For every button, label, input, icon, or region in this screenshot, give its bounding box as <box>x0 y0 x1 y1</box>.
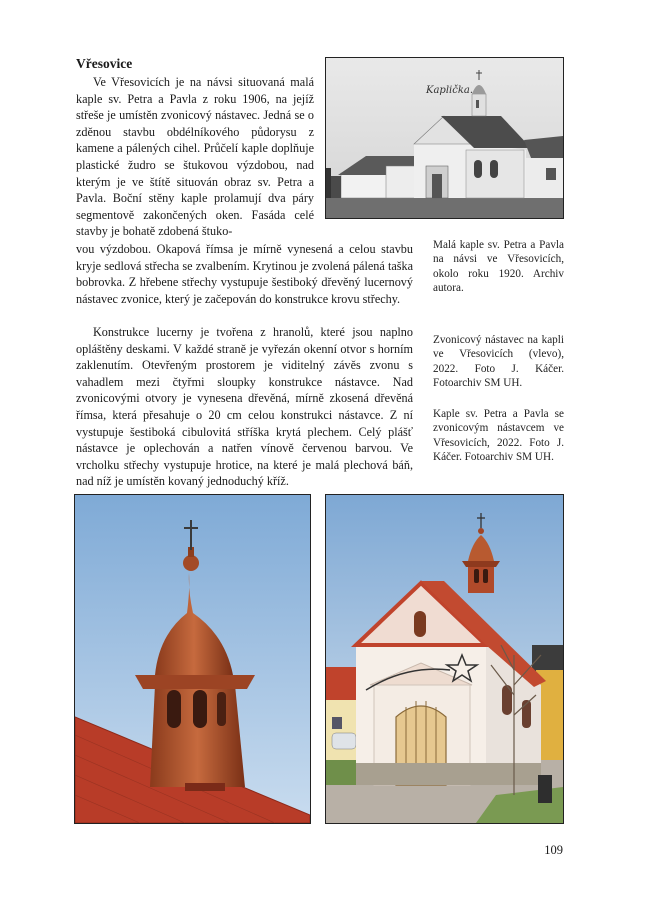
paragraph-1-start: Ve Vřesovicích je na návsi situovaná malá kaple sv. Petra a Pavla z roku 1906, na jejíž střeše je umístěn zvonicový nástavec. Jedná se o zděnou stavbu obdélníkového půdorysu z kamene a pálených cihel. Průčelí kaple doplňuje plastické žudro se štukovou výzdobou, nad kterým je ve štítě situován obraz sv. Petra a Pavla. Boční stěny kaple prolamují dva páry segmentově zakončených oken. Fasáda celé stavby je bohatě zdobená štuko- <box>76 75 314 239</box>
caption-bell-tower-photo: Zvonicový nástavec na kapli ve Vřesovicích (vlevo), 2022. Foto J. Káčer. Fotoarchiv SM UH. <box>433 334 564 390</box>
section-heading: Vřesovice <box>76 56 133 71</box>
paragraph-2-text: Konstrukce lucerny je tvořena z hranolů, které jsou naplno opláštěny deskami. V každé straně je vyřezán okenní otvor s horním zaklenutím. Otevřeným prostorem je viditelný závěs zvonu s vahadlem mezi čtyřmi sloupky konstrukce nástavce. Nad zvonicovými otvory je vynesena dřevěná, mírně zkosená dřevěná římsa, která přesahuje o 20 cm celou konstrukci nástavce. Z ní vystupuje šestiboká cibulovitá stříška krytá plechem. Celý plášť nástavce je oplechován a natřen vínově červenou barvou. Ve vrcholku střechy vystupuje hrotice, na které je malá plechová báň, nad níž je umístěn kovaný jednoduchý kříž. <box>76 325 413 489</box>
paragraph-2 <box>76 324 413 490</box>
historic-chapel-photo <box>325 57 564 219</box>
chapel-photo <box>325 494 564 824</box>
page-number: 109 <box>544 843 563 857</box>
caption-historic-photo: Malá kaple sv. Petra a Pavla na návsi ve Vřesovicích, okolo roku 1920. Archiv autora. <box>433 239 564 295</box>
photo-handwriting: Kaplička. <box>426 85 474 96</box>
paragraph-1-wide <box>76 241 413 307</box>
bell-tower-photo <box>74 494 311 824</box>
paragraph-1-continued: vou výzdobou. Okapová římsa je mírně vynesená a celou stavbu kryje sedlová střecha se zvalbením. Krytinou je zvolená pálená taška bobrovka. Z hřebene střechy vystupuje šestiboký dřevěný lucernový nástavec zvonice, který je začepován do konstrukce krovu střechy. <box>76 242 413 306</box>
caption-chapel-photo: Kaple sv. Petra a Pavla se zvonicovým nástavcem ve Vřesovicích, 2022. Foto J. Káčer. Fotoarchiv SM UH. <box>433 408 564 464</box>
paragraph-1-narrow <box>76 74 314 240</box>
